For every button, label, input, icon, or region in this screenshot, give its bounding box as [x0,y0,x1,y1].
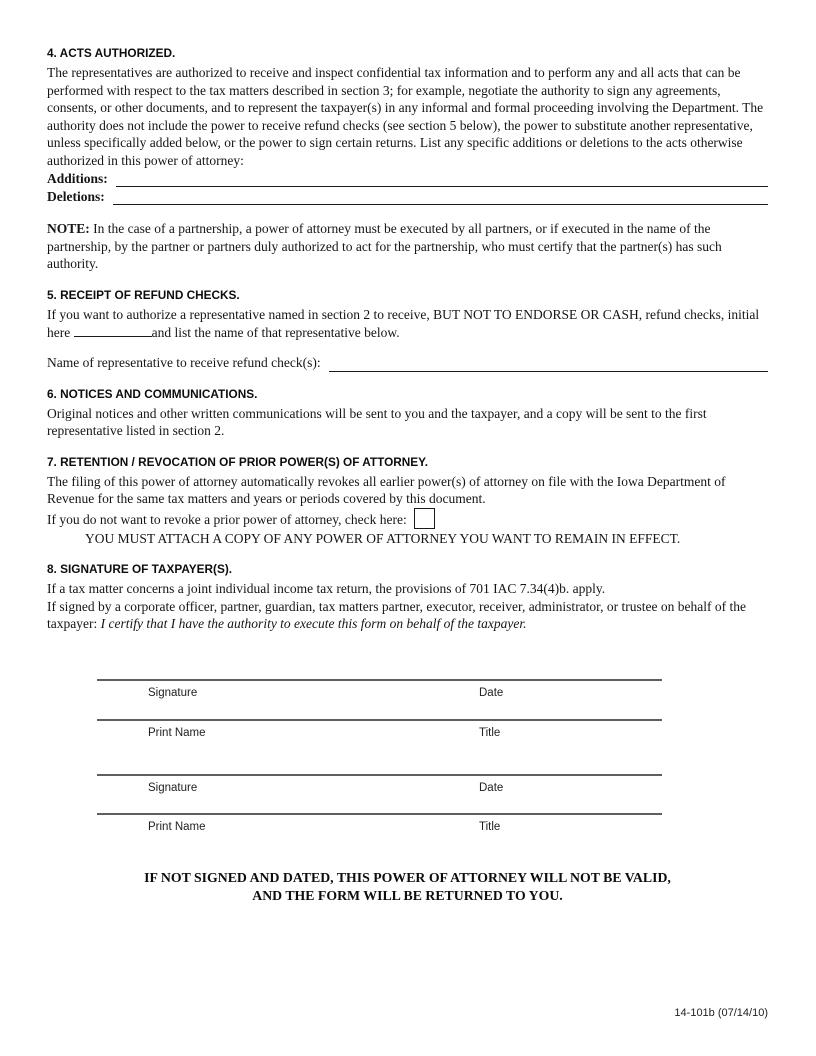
initials-input[interactable] [74,323,152,337]
signature-line-1[interactable] [97,679,662,719]
section-signature-of-taxpayers [47,563,768,633]
revoke-check-text: If you do not want to revoke a prior power of attorney, check here: [47,511,407,527]
signature-label: Signature [148,686,198,699]
validity-warning-line2: AND THE FORM WILL BE RETURNED TO YOU. [252,887,563,903]
section-6-heading: 6. NOTICES AND COMMUNICATIONS. [47,386,258,401]
signature-line-2[interactable] [97,774,662,813]
section-4-heading: 4. ACTS AUTHORIZED. [47,46,176,60]
additions-input[interactable] [116,171,768,187]
section-8-line2-prefix: If signed by a corporate officer, partner, guardian, tax matters partner, executor, receiver, administrator, or trustee on behalf of the taxpayer: [47,598,746,631]
section-7-heading: 7. RETENTION / REVOCATION OF PRIOR POWER(S) OF ATTORNEY. [47,454,429,469]
section-6-body: Original notices and other written communications will be sent to you and the taxpayer, and a copy will be sent to the first representative listed in section 2. [47,405,707,438]
section-7-body: The filing of this power of attorney automatically revokes all earlier power(s) of attorney on file with the Iowa Department of Revenue for the same tax matters and years or periods covered by this document. [47,473,726,506]
section-5-text-after: and list the name of that representative below. [151,325,400,340]
additions-row [47,169,768,187]
print-name-line-2[interactable] [97,813,662,845]
validity-warning-line1: IF NOT SIGNED AND DATED, THIS POWER OF ATTORNEY WILL NOT BE VALID, [144,869,671,885]
section-8-heading: 8. SIGNATURE OF TAXPAYER(S). [47,562,233,576]
validity-warning [47,869,768,905]
date-label: Date [479,686,504,699]
section-8-line2 [47,598,768,633]
title-label: Title [479,820,501,833]
certification-statement: I certify that I have the authority to execute this form on behalf of the taxpayer. [100,616,527,631]
representative-name-row [47,354,768,372]
partnership-note [47,220,768,273]
section-acts-authorized [47,47,768,205]
title-label: Title [479,726,501,739]
section-refund-checks [47,289,768,372]
deletions-input[interactable] [113,189,768,205]
representative-name-input[interactable] [329,356,768,372]
print-name-line-1[interactable] [97,719,662,774]
signature-block [97,679,662,845]
section-5-text-before: If you want to authorize a representative named in section 2 to receive, BUT NOT TO ENDORSE OR CASH, refund checks, initial here [47,306,760,340]
section-notices [47,388,768,440]
print-name-label: Print Name [148,726,206,739]
revoke-checkbox[interactable] [414,508,435,529]
note-label: NOTE: [47,221,90,236]
print-name-label: Print Name [148,820,206,833]
deletions-label: Deletions: [47,188,105,204]
section-5-body [47,306,768,342]
attach-copy-note: YOU MUST ATTACH A COPY OF ANY POWER OF ATTORNEY YOU WANT TO REMAIN IN EFFECT. [85,530,681,546]
representative-name-label: Name of representative to receive refund check(s): [47,355,321,370]
deletions-row [47,187,768,205]
form-number: 14-101b (07/14/10) [674,1007,768,1019]
revoke-check-line [47,508,768,529]
signature-label: Signature [148,781,198,794]
section-4-body: The representatives are authorized to receive and inspect confidential tax information and to perform any and all acts that can be performed with respect to the tax matters described in section 3; for example, negotiate the authority to sign any agreements, consents, or other documents, and to represent the taxpayer(s) in any informal and formal proceeding involving the Department. The authority does not include the power to receive refund checks (see section 5 below), the power to substitute another representative, unless specifically added below, or the power to sign certain returns. List any specific additions or deletions to the acts otherwise authorized in this power of attorney: [47,65,764,168]
section-retention-revocation [47,456,768,548]
additions-label: Additions: [47,170,108,186]
section-5-heading: 5. RECEIPT OF REFUND CHECKS. [47,287,240,302]
note-body: In the case of a partnership, a power of attorney must be executed by all partners, or if executed in the name of the partnership, by the partner or partners duly authorized to act for the partnership, who must certify that the partner(s) has such authority. [47,221,722,271]
date-label: Date [479,781,504,794]
section-8-line1: If a tax matter concerns a joint individual income tax return, the provisions of 701 IAC 7.34(4)b. apply. [47,581,606,596]
